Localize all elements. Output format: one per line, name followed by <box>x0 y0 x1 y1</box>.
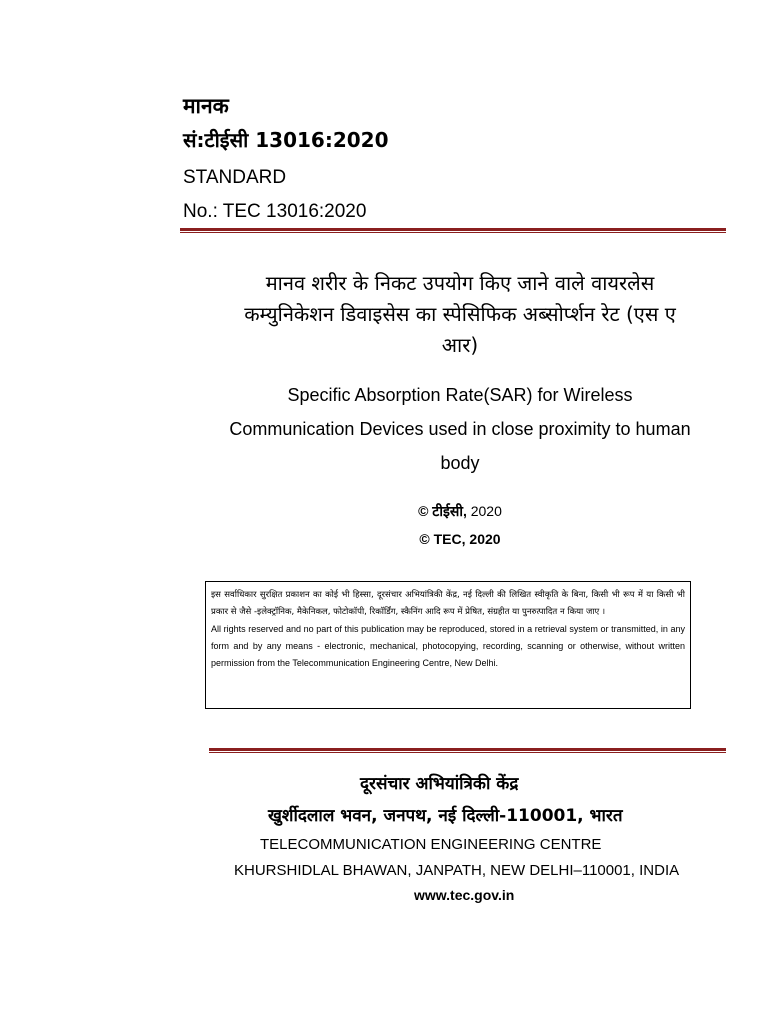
english-organization-name: TELECOMMUNICATION ENGINEERING CENTRE <box>260 836 602 853</box>
hindi-standard-title: मानक <box>183 94 229 118</box>
hindi-document-subject <box>180 268 740 361</box>
hindi-copyright <box>180 502 740 521</box>
hindi-subject-line: मानव शरीर के निकट उपयोग किए जाने वाले वायरलेस <box>265 271 655 295</box>
rights-notice-box <box>205 581 691 709</box>
hindi-rights-notice: इस सर्वाधिकार सुरक्षित प्रकाशन का कोई भी हिस्सा, दूरसंचार अभियांत्रिकी केंद्र, नई दिल्ली की लिखित स्वीकृति के बिना, किसी भी रूप में या किसी भी प्रकार से जैसे -इलेक्ट्रॉनिक, मैकेनिकल, फोटोकॉपी, रिकॉर्डिंग, स्कैनिंग आदि रूप में प्रेषित, संग्रहीत या पुनरुत्पादित न किया जाए । <box>211 590 685 617</box>
english-rights-notice: All rights reserved and no part of this publication may be reproduced, stored in a retrieval system or transmitted, in any form and by any means - electronic, mechanical, photocopying, recording, scanning or otherwise, without written permission from the Telecommunication Engineering Centre, New Delhi. <box>211 624 685 668</box>
hindi-copyright-year: 2020 <box>466 503 502 519</box>
hindi-subject-line: आर) <box>441 333 479 357</box>
organization-website: www.tec.gov.in <box>414 887 515 903</box>
english-standard-number: No.: TEC 13016:2020 <box>183 201 367 222</box>
english-subject-line: Specific Absorption Rate(SAR) for Wireless <box>287 385 633 405</box>
hindi-standard-number: सं:टीईसी 13016:2020 <box>183 128 389 152</box>
english-organization-address: KHURSHIDLAL BHAWAN, JANPATH, NEW DELHI–110001, INDIA <box>234 862 680 879</box>
english-document-subject <box>180 378 740 480</box>
english-copyright: © TEC, 2020 <box>419 531 501 547</box>
english-standard-title: STANDARD <box>183 167 287 188</box>
hindi-organization-name: दूरसंचार अभियांत्रिकी केंद्र <box>360 774 519 794</box>
hindi-copyright-prefix: © टीईसी, <box>418 503 467 519</box>
hindi-subject-line: कम्युनिकेशन डिवाइसेस का स्पेसिफिक अब्सोर्प्शन रेट (एस ए <box>244 302 676 326</box>
english-subject-line: body <box>440 453 480 473</box>
hindi-organization-address: खुर्शीदलाल भवन, जनपथ, नई दिल्ली-110001, भारत <box>268 806 623 826</box>
english-subject-line: Communication Devices used in close proximity to human <box>229 419 691 439</box>
